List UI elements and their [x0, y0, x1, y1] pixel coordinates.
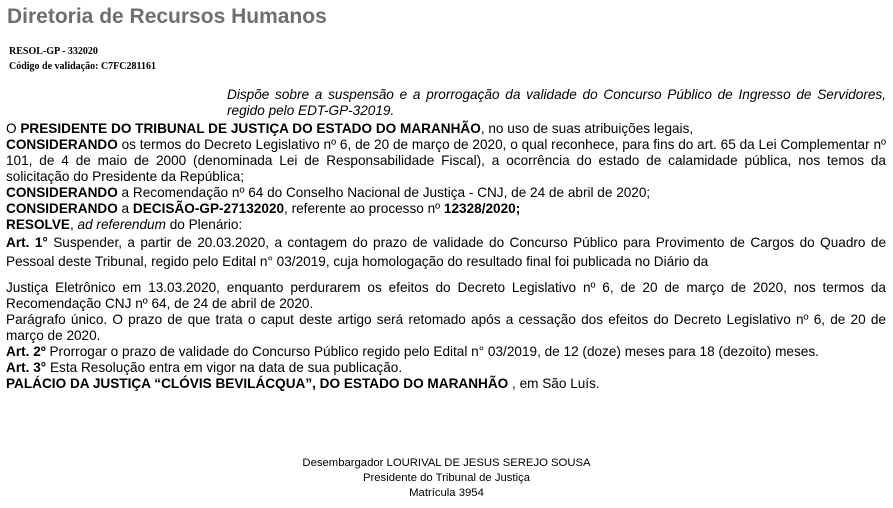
- considerando-text: os termos do Decreto Legislativo nº 6, de 20 de março de 2020, o qual reconhece, para fins do art. 65 da Lei Complementar nº 101, de 4 de maio de 2000 (denominada Lei de Responsabilidade Fiscal), a ocorrência do estado de calamidade pública, nos temos da solicitação do Presidente da República;: [6, 137, 886, 184]
- resolution-abstract: Dispõe sobre a suspensão e a prorrogação da validade do Concurso Público de Ingresso de Servidores, regido pelo EDT-GP-32019.: [227, 87, 886, 118]
- signatory-name: Desembargador LOURIVAL DE JESUS SEREJO SOUSA: [302, 457, 591, 469]
- text-fragment: do Plenário:: [165, 217, 243, 232]
- article-label: Art. 2º: [6, 344, 46, 359]
- signatory-matricula: Matrícula 3954: [409, 487, 484, 499]
- paragrafo-unico: Parágrafo único. O prazo de que trata o caput deste artigo será retomado após a cessação dos efeitos do Decreto Legislativo nº 6, de 20 de março de 2020.: [6, 312, 886, 343]
- considerando-text: a Recomendação nº 64 do Conselho Nacional de Justiça - CNJ, de 24 de abril de 2020;: [117, 185, 651, 200]
- opening-paragraph: [6, 121, 886, 137]
- page-title: Diretoria de Recursos Humanos: [7, 5, 327, 28]
- president-title: PRESIDENTE DO TRIBUNAL DE JUSTIÇA DO ESTADO DO MARANHÃO: [20, 121, 481, 136]
- text-fragment: O: [6, 121, 21, 136]
- article-1-part-1: [6, 233, 886, 271]
- resolve-label: RESOLVE: [6, 217, 70, 232]
- considerando-3: [6, 201, 886, 217]
- text-fragment: , em São Luís.: [508, 376, 600, 391]
- decision-number: DECISÃO-GP-27132020: [132, 201, 285, 216]
- article-text: Suspender, a partir de 20.03.2020, a contagem do prazo de validade do Concurso Público para Provimento de Cargos do Quadro de Pessoal deste Tribunal, regido pelo Edital n° 03/2019, cuja homologação do resultado final foi publicada no Diário da: [6, 235, 886, 269]
- text-fragment: , referente ao processo nº: [284, 201, 444, 216]
- considerando-label: CONSIDERANDO: [6, 137, 118, 152]
- resolution-body-bottom: [6, 280, 886, 392]
- article-text: Esta Resolução entra em vigor na data de sua publicação.: [46, 360, 403, 375]
- resolution-body-top: [6, 121, 886, 271]
- signatory-role: Presidente do Tribunal de Justiça: [362, 472, 531, 484]
- resolve-paragraph: [6, 217, 886, 233]
- text-fragment: ,: [69, 217, 78, 232]
- text-fragment: , no uso de suas atribuições legais,: [480, 121, 694, 136]
- article-label: Art. 3°: [6, 360, 47, 375]
- signature-block: [0, 456, 893, 501]
- article-label: Art. 1°: [6, 235, 48, 250]
- article-2: [6, 344, 886, 360]
- considerando-1: [6, 137, 886, 185]
- article-text: Prorrogar o prazo de validade do Concurso Público regido pelo Edital n° 03/2019, de 12 (doze) meses para 18 (dezoito) meses.: [45, 344, 819, 359]
- considerando-label: CONSIDERANDO: [6, 185, 118, 200]
- considerando-2: [6, 185, 886, 201]
- validation-code: Código de validação: C7FC281161: [9, 61, 156, 72]
- palacio-line: [6, 376, 886, 392]
- text-fragment: a: [117, 201, 133, 216]
- article-1-part-2: Justiça Eletrônico em 13.03.2020, enquanto perdurarem os efeitos do Decreto Legislativo nº 6, de 20 de março de 2020, nos termos da Recomendação CNJ nº 64, de 24 de abril de 2020.: [6, 280, 886, 311]
- considerando-label: CONSIDERANDO: [6, 201, 118, 216]
- process-number: 12328/2020;: [443, 201, 521, 216]
- palacio-title: PALÁCIO DA JUSTIÇA “CLÓVIS BEVILÁCQUA”, DO ESTADO DO MARANHÃO: [6, 376, 509, 391]
- resolution-number: RESOL-GP - 332020: [9, 46, 98, 57]
- article-3: [6, 360, 886, 376]
- ad-referendum: ad referendum: [77, 217, 166, 232]
